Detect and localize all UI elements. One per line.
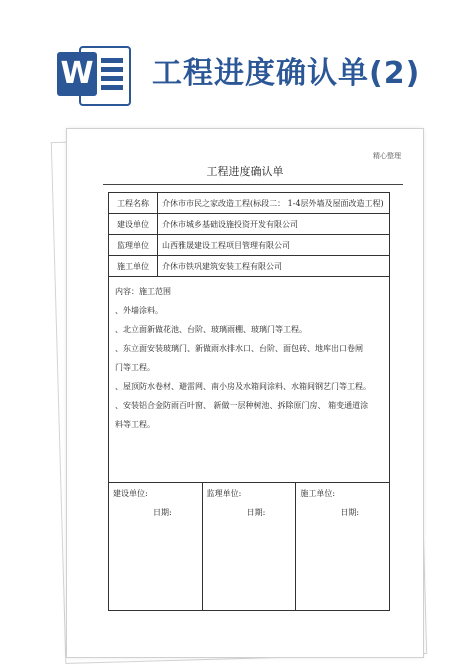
signature-contractor — [296, 483, 389, 610]
word-icon-letter: W — [57, 52, 97, 96]
signature-unit-label: 施工单位: — [300, 489, 336, 498]
banner-title: 工程进度确认单(2) — [152, 56, 421, 91]
work-content — [109, 277, 389, 483]
row-value: 介休市城乡基础设施投资开发有限公司 — [162, 219, 298, 229]
row-label: 施工单位 — [109, 256, 158, 276]
signature-unit-label: 监理单位: — [206, 489, 242, 498]
signature-supervisor — [203, 483, 297, 610]
content-line: 、北立面新做花池、台阶、玻璃雨棚、玻璃门等工程。 — [115, 325, 307, 334]
document-page — [66, 128, 424, 658]
document-title: 工程进度确认单 — [206, 165, 284, 178]
content-line: 料等工程。 — [115, 420, 155, 429]
row-value: 山西雅晟建设工程项目管理有限公司 — [162, 240, 290, 250]
signature-date-label: 日期: — [246, 508, 266, 517]
form-row-owner — [109, 214, 389, 235]
signature-row — [109, 483, 389, 610]
form-row-project-name — [109, 193, 389, 214]
signature-unit-label: 建设单位: — [113, 489, 148, 498]
content-line: 门等工程。 — [115, 363, 155, 372]
row-value: 介休市市民之家改造工程(标段二： 1-4层外墙及屋面改造工程) — [162, 198, 384, 208]
row-value: 介休市铁巩建筑安装工程有限公司 — [162, 261, 282, 271]
row-label: 工程名称 — [109, 193, 158, 213]
confirmation-form — [108, 192, 390, 611]
row-label: 建设单位 — [109, 214, 158, 234]
signature-date-label: 日期: — [340, 508, 360, 517]
form-row-supervisor — [109, 235, 389, 256]
form-row-contractor — [109, 256, 389, 277]
banner — [0, 0, 474, 120]
row-label: 监理单位 — [109, 235, 158, 255]
word-document-icon — [57, 42, 133, 106]
content-line: 内容：施工范围 — [115, 287, 171, 296]
document-tag: 精心整理 — [373, 152, 401, 160]
content-line: 、屋顶防水卷材、避雷网、南小房及水箱间涂料、水箱间钢艺门等工程。 — [115, 382, 371, 391]
signature-date-label: 日期: — [153, 508, 172, 517]
content-line: 、外墙涂料。 — [115, 306, 163, 315]
signature-owner — [109, 483, 203, 610]
content-line: 、安装铝合金防雨百叶窗、 新做一层种树池、拆除原门房、 箱变通道涂 — [115, 401, 369, 410]
content-line: 、东立面安装玻璃门、新做雨水排水口、台阶、面包砖、地库出口卷闸 — [115, 344, 363, 353]
title-divider — [103, 184, 403, 185]
